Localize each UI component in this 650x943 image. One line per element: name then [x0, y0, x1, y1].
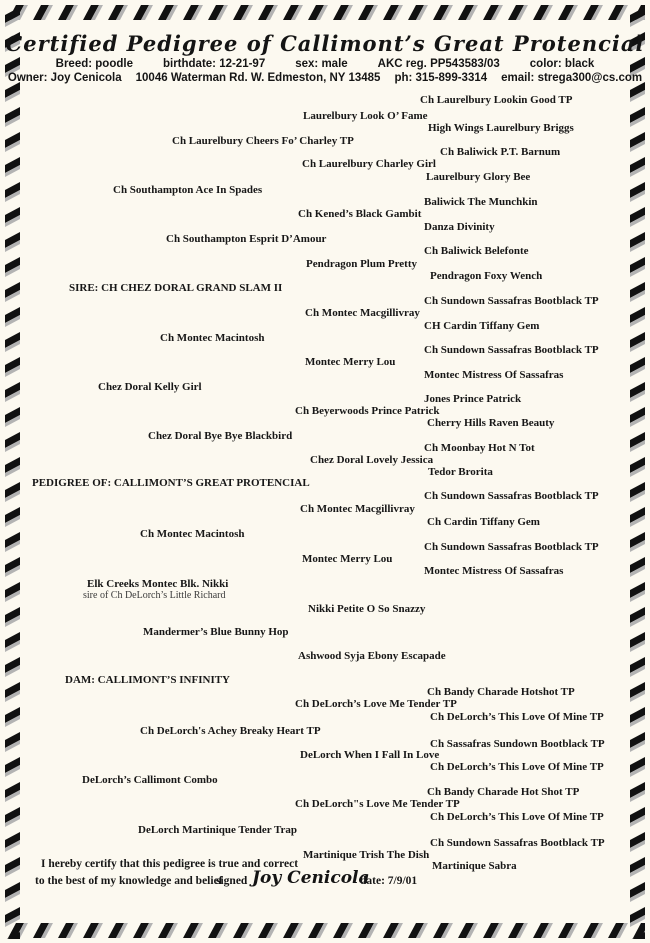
pedigree-entry: Ch Sundown Sassafras Bootblack TP [424, 541, 599, 553]
pedigree-entry: Ch Southampton Esprit D’Amour [166, 233, 327, 245]
pedigree-entry: Ch DeLorch's Achey Breaky Heart TP [140, 725, 321, 737]
info-segment: Owner: Joy Cenicola [7, 72, 122, 84]
signed-label: signed [216, 875, 248, 887]
pedigree-entry: Laurelbury Glory Bee [426, 171, 531, 183]
pedigree-entry: Laurelbury Look O’ Fame [303, 110, 428, 122]
certification-line-1: I hereby certify that this pedigree is true and correct [41, 858, 299, 870]
info-segment: birthdate: 12-21-97 [162, 58, 266, 70]
certification-line-2: to the best of my knowledge and belief [35, 875, 223, 887]
pedigree-entry: DeLorch When I Fall In Love [300, 749, 440, 761]
pedigree-entry: Martinique Trish The Dish [303, 849, 430, 861]
pedigree-entry: Cherry Hills Raven Beauty [427, 417, 555, 429]
pedigree-entry: Chez Doral Bye Bye Blackbird [148, 430, 293, 442]
pedigree-entry: sire of Ch DeLorch’s Little Richard [83, 590, 226, 601]
pedigree-entry: Ch Montec Macintosh [160, 332, 265, 344]
pedigree-entry: Ch Beyerwoods Prince Patrick [295, 405, 440, 417]
info-segment: ph: 315-899-3314 [394, 72, 488, 84]
pedigree-entry: Martinique Sabra [432, 860, 517, 872]
pedigree-entry: Baliwick The Munchkin [424, 196, 538, 208]
pedigree-entry: Ch Laurelbury Charley Girl [302, 158, 436, 170]
pedigree-entry: Elk Creeks Montec Blk. Nikki [87, 578, 229, 590]
pedigree-entry: Ch Sundown Sassafras Bootblack TP [424, 490, 599, 502]
pedigree-entry: Jones Prince Patrick [424, 393, 522, 405]
pedigree-entry: Montec Mistress Of Sassafras [424, 565, 564, 577]
info-segment: 10046 Waterman Rd. W. Edmeston, NY 13485 [135, 72, 381, 84]
pedigree-entry: Ch Bandy Charade Hotshot TP [427, 686, 575, 698]
pedigree-entry: Ch DeLorch’s Love Me Tender TP [295, 698, 457, 710]
pedigree-entry: Pendragon Foxy Wench [430, 270, 543, 282]
pedigree-entry: Mandermer’s Blue Bunny Hop [143, 626, 289, 638]
pedigree-entry: Nikki Petite O So Snazzy [308, 603, 426, 615]
info-segment: color: black [529, 58, 595, 70]
info-segment: email: strega300@cs.com [501, 72, 643, 84]
pedigree-entry: High Wings Laurelbury Briggs [428, 122, 574, 134]
pedigree-entry: Ch Southampton Ace In Spades [113, 184, 263, 196]
pedigree-entry: Ch Montec Macintosh [140, 528, 245, 540]
dam-line: DAM: CALLIMONT’S INFINITY [65, 674, 231, 686]
pedigree-entry: Ch Sundown Sassafras Bootblack TP [424, 344, 599, 356]
sire-line: SIRE: CH CHEZ DORAL GRAND SLAM II [69, 282, 283, 294]
pedigree-entry: Ch Sundown Sassafras Bootblack TP [424, 295, 599, 307]
owner-info-line [7, 72, 643, 84]
pedigree-entry: Pendragon Plum Pretty [306, 258, 418, 270]
pedigree-entry: DeLorch’s Callimont Combo [82, 774, 218, 786]
pedigree-entry: Ashwood Syja Ebony Escapade [298, 650, 446, 662]
date-label: date: 7/9/01 [360, 875, 418, 887]
pedigree-entry: Ch DeLorch"s Love Me Tender TP [295, 798, 460, 810]
pedigree-entry: Ch Sundown Sassafras Bootblack TP [430, 837, 605, 849]
pedigree-entry: Ch Montec Macgillivray [300, 503, 415, 515]
pedigree-title: Certified Pedigree of Callimont’s Great Protencial [5, 31, 645, 56]
pedigree-entry: Ch DeLorch’s This Love Of Mine TP [430, 761, 604, 773]
breed-info-line [10, 58, 640, 70]
pedigree-entry: Ch Sassafras Sundown Bootblack TP [430, 738, 605, 750]
pedigree-entry: Ch Baliwick Belefonte [424, 245, 529, 257]
pedigree-entry: Ch Montec Macgillivray [305, 307, 420, 319]
pedigree-entry: Chez Doral Lovely Jessica [310, 454, 434, 466]
info-segment: Breed: poodle [55, 58, 133, 70]
pedigree-entry: Tedor Brorita [428, 466, 493, 478]
pedigree-entry: DeLorch Martinique Tender Trap [138, 824, 298, 836]
pedigree-entry: Ch Laurelbury Lookin Good TP [420, 94, 573, 106]
pedigree-entry: Ch DeLorch’s This Love Of Mine TP [430, 811, 604, 823]
info-segment: sex: male [295, 58, 348, 70]
pedigree-entry: Ch DeLorch’s This Love Of Mine TP [430, 711, 604, 723]
pedigree-entry: Montec Mistress Of Sassafras [424, 369, 564, 381]
pedigree-entry: Ch Laurelbury Cheers Fo’ Charley TP [172, 135, 354, 147]
pedigree-entry: Danza Divinity [424, 221, 495, 233]
pedigree-entry: Montec Merry Lou [305, 356, 396, 368]
pedigree-entry: Chez Doral Kelly Girl [98, 381, 202, 393]
pedigree-entry: CH Cardin Tiffany Gem [424, 320, 540, 332]
pedigree-entry: Montec Merry Lou [302, 553, 393, 565]
pedigree-entry: Ch Bandy Charade Hot Shot TP [427, 786, 580, 798]
pedigree-entry: Ch Cardin Tiffany Gem [427, 516, 540, 528]
pedigree-entry: Ch Moonbay Hot N Tot [424, 442, 535, 454]
pedigree-of-line: PEDIGREE OF: CALLIMONT’S GREAT PROTENCIAL [32, 477, 310, 489]
signature: Joy Cenicola [252, 868, 370, 888]
pedigree-entry: Ch Baliwick P.T. Barnum [440, 146, 561, 158]
info-segment: AKC reg. PP543583/03 [377, 58, 500, 70]
pedigree-entry: Ch Kened’s Black Gambit [298, 208, 422, 220]
